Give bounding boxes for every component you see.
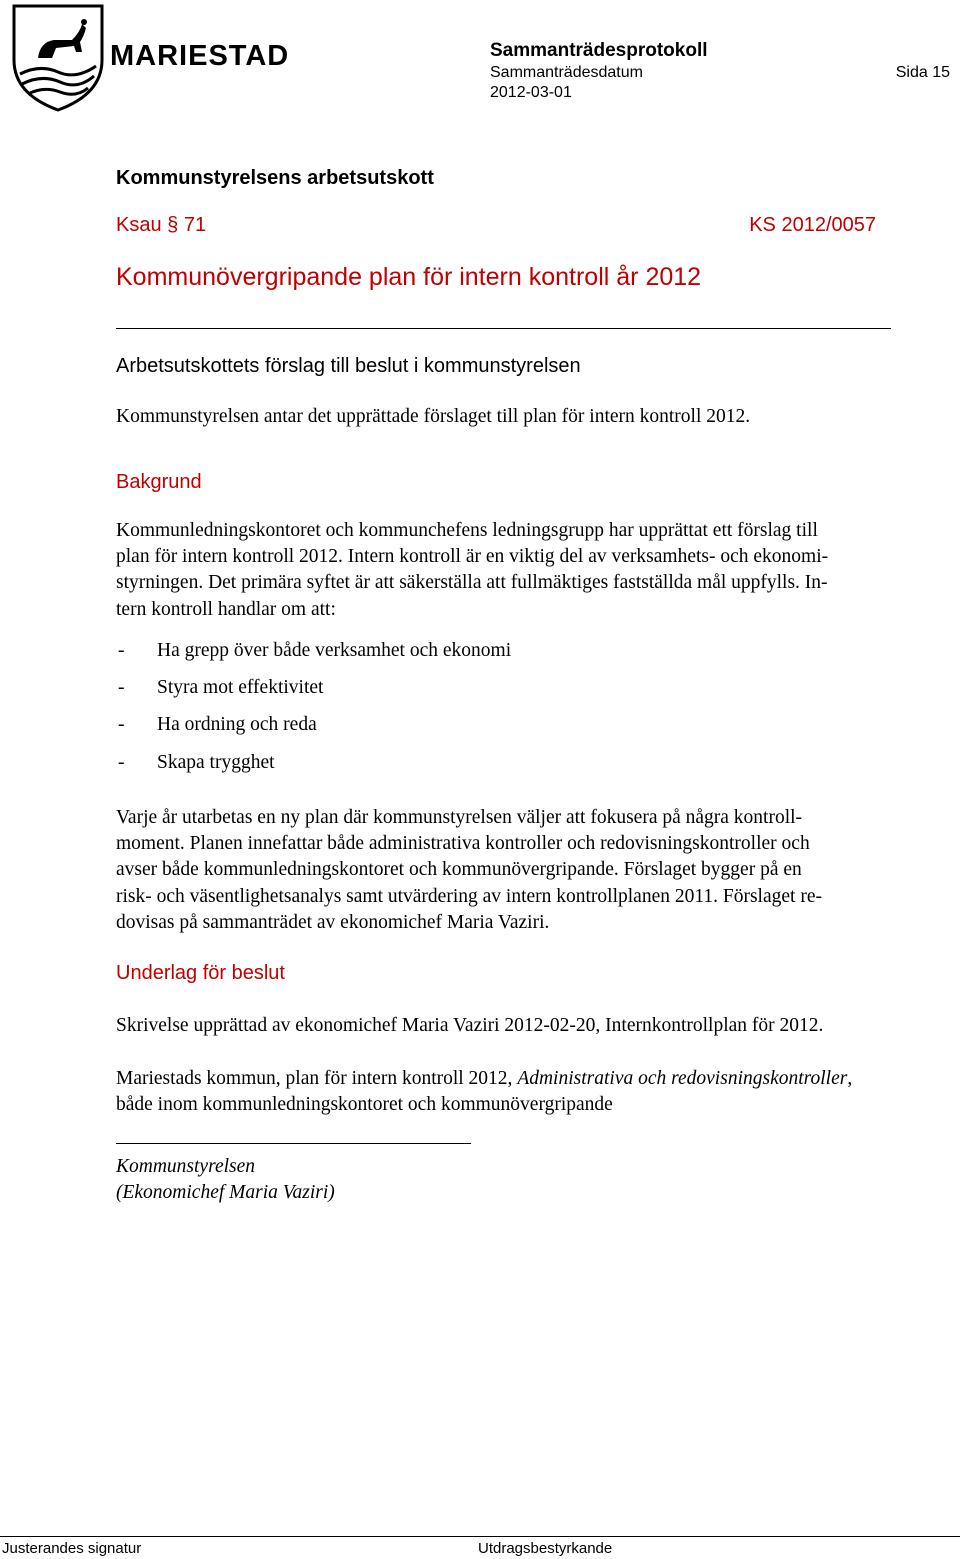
paragraph-id: Ksau § 71 [116, 214, 207, 236]
proposal-text: Kommunstyrelsen antar det upprättade förslaget till plan för intern kontroll 2012. [116, 406, 751, 427]
background-heading: Bakgrund [116, 471, 202, 493]
meeting-date: 2012-03-01 [490, 84, 572, 101]
background-line: plan för intern kontroll 2012. Intern kontroll är en viktig del av verksamhets- och ekonomi- [116, 546, 829, 567]
title-divider [116, 328, 891, 329]
list-bullet: - [118, 677, 125, 698]
plan-line: avser både kommunledningskontoret och kommunövergripande. Förslaget bygger på en [116, 859, 802, 880]
footer-certification-label: Utdragsbestyrkande [478, 1540, 613, 1557]
list-item: Skapa trygghet [157, 752, 275, 773]
list-bullet: - [118, 640, 125, 661]
list-item: Ha ordning och reda [157, 714, 317, 735]
basis-heading: Underlag för beslut [116, 962, 285, 984]
distribution-detail: (Ekonomichef Maria Vaziri) [116, 1182, 335, 1203]
distribution-recipient: Kommunstyrelsen [116, 1156, 256, 1177]
plan-line: dovisas på sammanträdet av ekonomichef Maria Vaziri. [116, 912, 550, 933]
basis-item: Skrivelse upprättad av ekonomichef Maria Vaziri 2012-02-20, Internkontrollplan för 2012. [116, 1015, 824, 1036]
list-bullet: - [118, 752, 125, 773]
list-item: Styra mot effektivitet [157, 677, 324, 698]
meeting-date-label: Sammanträdesdatum [490, 64, 643, 81]
distribution-divider [116, 1143, 471, 1144]
background-line: styrningen. Det primära syftet är att säkerställa att fullmäktiges fastställda mål uppfylls. In- [116, 572, 828, 593]
page-title: Kommunövergripande plan för intern kontroll år 2012 [116, 263, 702, 291]
list-bullet: - [118, 714, 125, 735]
brand-name: MARIESTAD [110, 40, 290, 72]
basis-item-italic: Administrativa och redovisningskontroller [517, 1068, 848, 1089]
mariestad-logo-icon [10, 2, 106, 114]
background-line: Kommunledningskontoret och kommunchefens ledningsgrupp har upprättat ett förslag till [116, 520, 818, 541]
plan-line: risk- och väsentlighetsanalys samt utvärdering av intern kontrollplanen 2011. Förslaget re- [116, 886, 822, 907]
page-number: Sida 15 [895, 64, 950, 81]
plan-line: moment. Planen innefattar både administrativa kontroller och redovisningskontroller och [116, 833, 810, 854]
committee-name: Kommunstyrelsens arbetsutskott [116, 167, 434, 189]
basis-item-line2: både inom kommunledningskontoret och kommunövergripande [116, 1094, 613, 1115]
proposal-heading: Arbetsutskottets förslag till beslut i kommunstyrelsen [116, 355, 581, 377]
document-title: Sammanträdesprotokoll [490, 40, 708, 61]
case-number: KS 2012/0057 [749, 214, 876, 236]
basis-item-suffix: , [847, 1068, 853, 1089]
basis-item-prefix: Mariestads kommun, plan för intern kontroll 2012, [116, 1068, 518, 1089]
basis-item [116, 1066, 928, 1093]
list-item: Ha grepp över både verksamhet och ekonomi [157, 640, 512, 661]
footer-signature-label: Justerandes signatur [2, 1540, 142, 1557]
plan-line: Varje år utarbetas en ny plan där kommunstyrelsen väljer att fokusera på några kontroll- [116, 807, 803, 828]
background-line: tern kontroll handlar om att: [116, 599, 336, 620]
footer-divider [0, 1536, 960, 1537]
